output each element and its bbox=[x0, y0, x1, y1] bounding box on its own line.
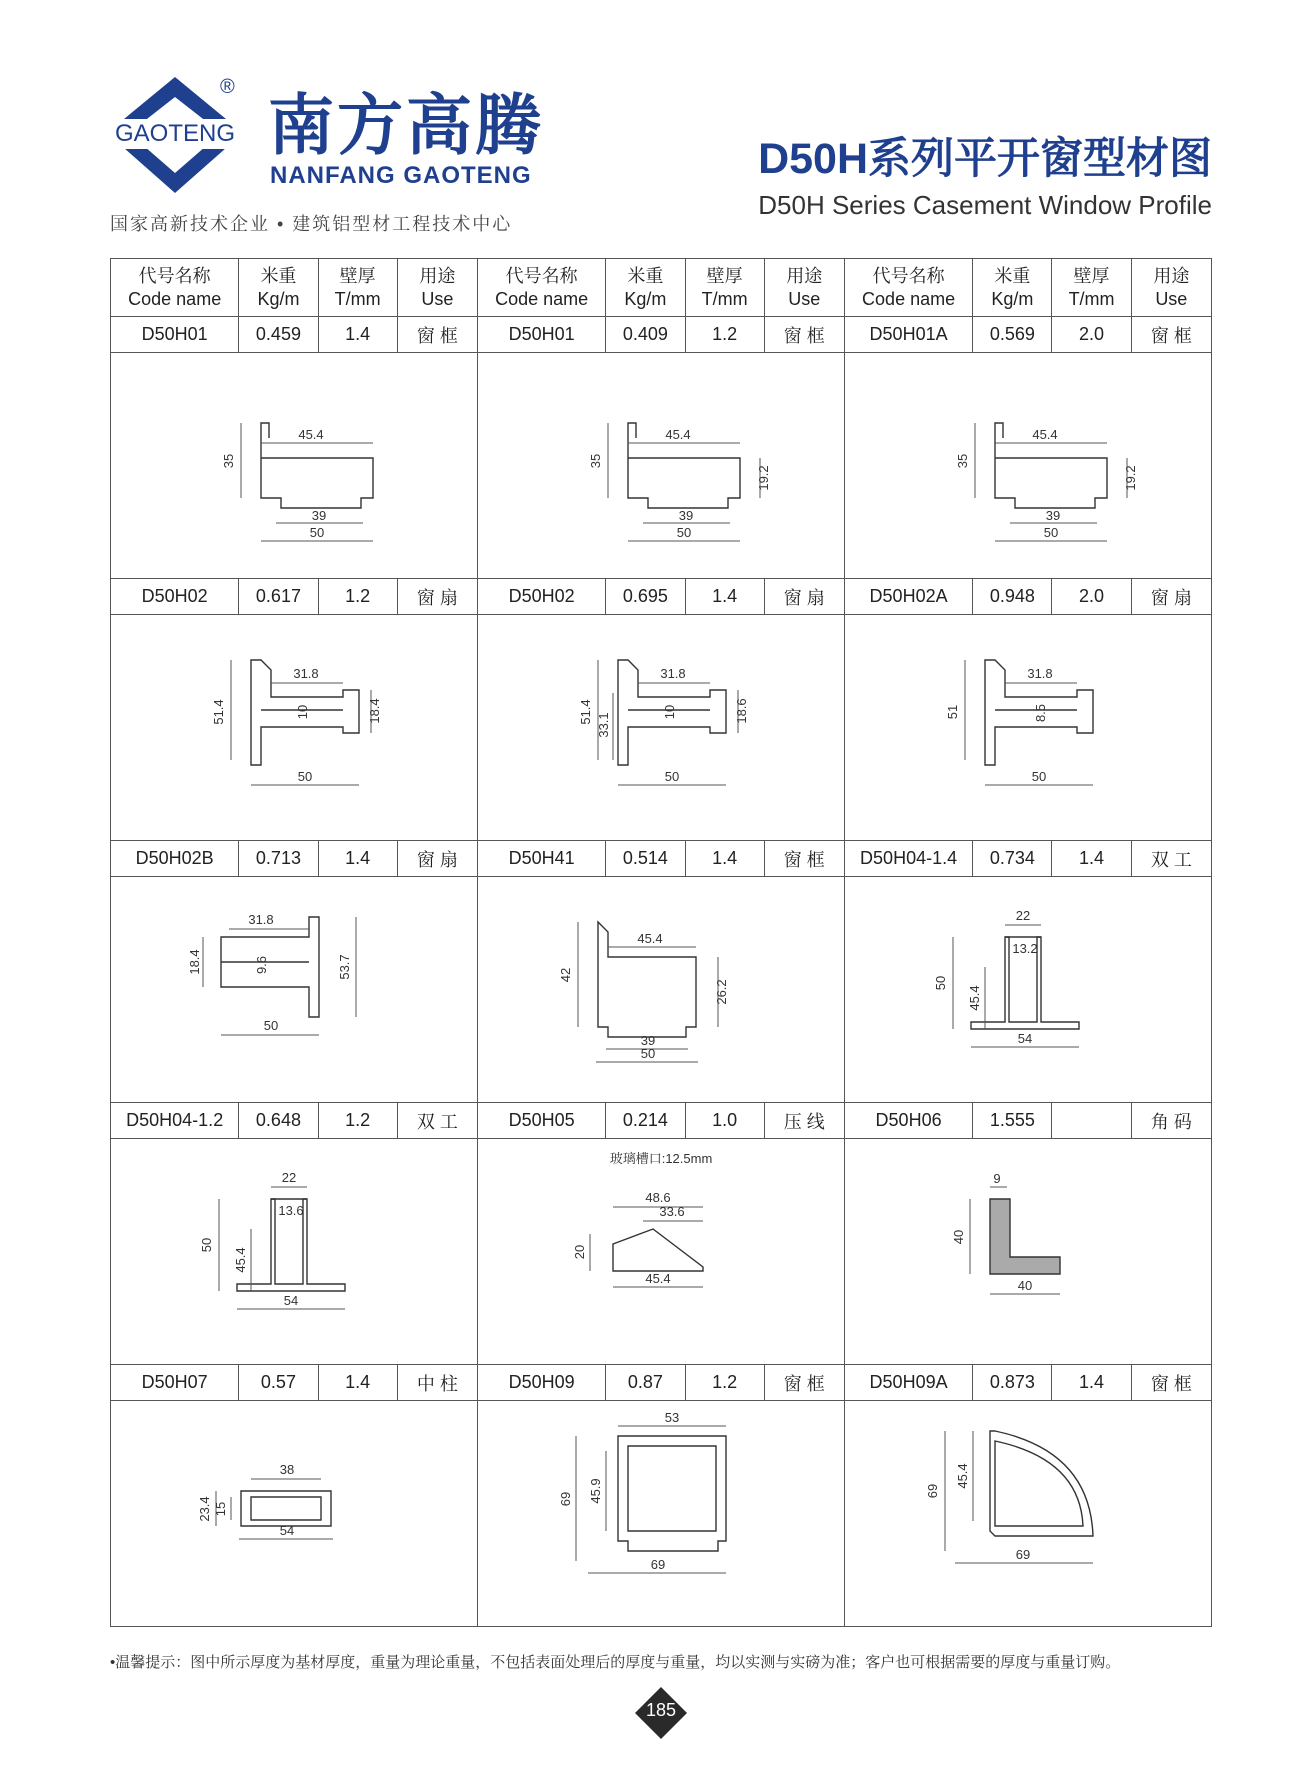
dimension-label: 35 bbox=[221, 453, 236, 469]
header-en: Code name bbox=[128, 288, 222, 309]
header-cell bbox=[318, 259, 397, 317]
dimension-label: 26.2 bbox=[713, 979, 729, 1005]
profile-drawing-cell bbox=[844, 877, 1211, 1103]
profile-cross-section-drawing bbox=[478, 615, 844, 840]
dimension-label: 50 bbox=[640, 1046, 656, 1061]
header-cell bbox=[239, 259, 318, 317]
profile-weight-cell: 0.873 bbox=[973, 1365, 1052, 1401]
profile-code-cell: D50H01 bbox=[111, 317, 239, 353]
dimension-label: 39 bbox=[640, 1033, 656, 1048]
profile-drawing-cell bbox=[111, 877, 478, 1103]
profile-cross-section-drawing bbox=[111, 1139, 477, 1364]
dimension-label: 22 bbox=[281, 1170, 297, 1185]
profile-drawing-cell bbox=[844, 353, 1211, 579]
profile-info-row bbox=[111, 1365, 1212, 1401]
profile-info-row bbox=[111, 1103, 1212, 1139]
dimension-label: 54 bbox=[1017, 1031, 1033, 1046]
profile-code-cell: D50H06 bbox=[844, 1103, 972, 1139]
dimension-label: 9 bbox=[993, 1171, 1001, 1186]
profile-drawing-cell bbox=[111, 1139, 478, 1365]
header-cn: 壁厚 bbox=[706, 265, 743, 286]
header-en: Use bbox=[421, 288, 454, 309]
dimension-label: 50 bbox=[297, 769, 313, 784]
profile-use-cell: 角 码 bbox=[1131, 1103, 1211, 1139]
page-title-cn: D50H系列平开窗型材图 bbox=[758, 135, 1212, 183]
header-en: T/mm bbox=[701, 288, 748, 309]
profile-outline bbox=[628, 438, 740, 508]
profile-drawing-cell bbox=[477, 1401, 844, 1627]
header-cell bbox=[1131, 259, 1211, 317]
dimension-label: 54 bbox=[283, 1293, 299, 1308]
dimension-label: 18.4 bbox=[367, 698, 382, 724]
profile-use-cell: 压 线 bbox=[764, 1103, 844, 1139]
profile-outline bbox=[628, 423, 636, 438]
profile-weight-cell: 0.713 bbox=[239, 841, 318, 877]
dimension-label: 19.2 bbox=[1122, 465, 1138, 491]
dimension-label: 35 bbox=[954, 453, 970, 469]
header-cell bbox=[685, 259, 764, 317]
profile-thickness-cell: 1.2 bbox=[318, 579, 397, 615]
profile-outline bbox=[990, 1199, 1060, 1274]
profile-thickness-cell: 1.2 bbox=[685, 317, 764, 353]
page-number: 185 bbox=[645, 1700, 677, 1720]
header-cell bbox=[111, 259, 239, 317]
logo-en-text: GAOTENG bbox=[114, 120, 236, 147]
dimension-label: 45.4 bbox=[966, 985, 982, 1011]
dimension-label: 13.2 bbox=[1012, 941, 1038, 956]
header-cell bbox=[397, 259, 477, 317]
profile-cross-section-drawing bbox=[845, 353, 1211, 578]
profile-thickness-cell: 1.4 bbox=[685, 579, 764, 615]
profile-code-cell: D50H01A bbox=[844, 317, 972, 353]
profile-code-cell: D50H02 bbox=[111, 579, 239, 615]
profile-drawing-cell bbox=[844, 615, 1211, 841]
profile-cross-section-drawing bbox=[478, 1139, 844, 1364]
profile-code-cell: D50H02A bbox=[844, 579, 972, 615]
profile-use-cell: 双 工 bbox=[397, 1103, 477, 1139]
profile-use-cell: 窗 框 bbox=[764, 1365, 844, 1401]
dimension-label: 33.6 bbox=[659, 1204, 685, 1219]
profile-use-cell: 中 柱 bbox=[397, 1365, 477, 1401]
profile-cross-section-drawing bbox=[478, 1401, 844, 1626]
profile-thickness-cell bbox=[1052, 1103, 1131, 1139]
profile-cross-section-drawing bbox=[111, 353, 477, 578]
profile-weight-cell: 0.87 bbox=[606, 1365, 685, 1401]
dimension-label: 48.6 bbox=[645, 1190, 671, 1205]
profile-outline bbox=[261, 438, 373, 508]
dimension-label: 40 bbox=[1017, 1278, 1033, 1293]
profile-outline bbox=[613, 1229, 703, 1271]
header-cell bbox=[477, 259, 605, 317]
dimension-label: 50 bbox=[932, 975, 948, 991]
profile-thickness-cell: 1.2 bbox=[318, 1103, 397, 1139]
profile-drawing-row bbox=[111, 1401, 1212, 1627]
header-en: Kg/m bbox=[257, 288, 300, 309]
dimension-label: 69 bbox=[650, 1557, 666, 1572]
dimension-label: 53 bbox=[664, 1410, 680, 1425]
page-title-en: D50H Series Casement Window Profile bbox=[758, 190, 1212, 220]
dimension-label: 10 bbox=[295, 704, 310, 720]
profile-drawing-cell bbox=[111, 615, 478, 841]
header-cell bbox=[606, 259, 685, 317]
profile-code-cell: D50H05 bbox=[477, 1103, 605, 1139]
dimension-label: 38 bbox=[279, 1462, 295, 1477]
profile-drawing-cell bbox=[111, 1401, 478, 1627]
profile-code-cell: D50H07 bbox=[111, 1365, 239, 1401]
profile-weight-cell: 0.734 bbox=[973, 841, 1052, 877]
header-en: T/mm bbox=[334, 288, 381, 309]
profile-drawing-row bbox=[111, 615, 1212, 841]
profile-cross-section-drawing bbox=[111, 1401, 477, 1626]
dimension-label: 54 bbox=[279, 1523, 295, 1538]
dimension-label: 50 bbox=[199, 1237, 214, 1253]
brand-tagline: 国家高新技术企业 • 建筑铝型材工程技术中心 bbox=[110, 214, 513, 234]
profile-drawing-cell bbox=[477, 615, 844, 841]
profile-drawing-cell bbox=[844, 1139, 1211, 1365]
brand-name-cn: 南方高腾 bbox=[268, 88, 544, 162]
profile-drawing-cell bbox=[477, 353, 844, 579]
dimension-label: 51.4 bbox=[211, 699, 226, 725]
profile-drawing-cell bbox=[477, 1139, 844, 1365]
profile-use-cell: 窗 框 bbox=[764, 317, 844, 353]
dimension-label: 18.4 bbox=[187, 949, 202, 975]
dimension-label: 50 bbox=[309, 525, 325, 540]
profile-outline bbox=[261, 423, 269, 438]
header-en: Use bbox=[1155, 288, 1188, 309]
profile-weight-cell: 0.514 bbox=[606, 841, 685, 877]
profile-thickness-cell: 1.0 bbox=[685, 1103, 764, 1139]
profile-code-cell: D50H04-1.2 bbox=[111, 1103, 239, 1139]
dimension-label: 31.8 bbox=[248, 912, 274, 927]
profile-use-cell: 窗 扇 bbox=[397, 579, 477, 615]
header-en: T/mm bbox=[1068, 288, 1115, 309]
header-cell bbox=[844, 259, 972, 317]
dimension-label: 69 bbox=[924, 1483, 940, 1499]
header-en: Kg/m bbox=[991, 288, 1034, 309]
header-cn: 壁厚 bbox=[339, 265, 376, 286]
profile-use-cell: 窗 扇 bbox=[764, 579, 844, 615]
profile-weight-cell: 0.617 bbox=[239, 579, 318, 615]
header-en: Code name bbox=[862, 288, 956, 309]
dimension-label: 45.4 bbox=[233, 1247, 248, 1273]
dimension-label: 39 bbox=[311, 508, 327, 523]
header-cn: 用途 bbox=[419, 265, 456, 286]
profile-info-row bbox=[111, 579, 1212, 615]
dimension-label: 45.4 bbox=[298, 427, 324, 442]
dimension-label: 50 bbox=[676, 525, 692, 540]
dimension-label: 20 bbox=[571, 1244, 587, 1260]
profile-cross-section-drawing bbox=[845, 877, 1211, 1102]
profile-code-cell: D50H09A bbox=[844, 1365, 972, 1401]
profile-thickness-cell: 1.4 bbox=[685, 841, 764, 877]
profile-cross-section-drawing bbox=[111, 615, 477, 840]
profile-thickness-cell: 1.4 bbox=[318, 1365, 397, 1401]
profile-drawing-cell bbox=[111, 353, 478, 579]
profile-thickness-cell: 2.0 bbox=[1052, 317, 1131, 353]
dimension-label: 33.1 bbox=[595, 712, 611, 738]
profile-drawing-row bbox=[111, 1139, 1212, 1365]
header-cn: 米重 bbox=[260, 265, 297, 286]
profile-info-row bbox=[111, 317, 1212, 353]
header-cn: 壁厚 bbox=[1073, 265, 1110, 286]
header-cell bbox=[764, 259, 844, 317]
profile-use-cell: 窗 框 bbox=[1131, 317, 1211, 353]
profile-use-cell: 窗 框 bbox=[397, 317, 477, 353]
dimension-label: 10 bbox=[661, 704, 677, 720]
profile-weight-cell: 0.648 bbox=[239, 1103, 318, 1139]
profile-code-cell: D50H09 bbox=[477, 1365, 605, 1401]
profile-weight-cell: 0.459 bbox=[239, 317, 318, 353]
dimension-label: 45.9 bbox=[587, 1478, 603, 1504]
header-cell bbox=[973, 259, 1052, 317]
profile-thickness-cell: 2.0 bbox=[1052, 579, 1131, 615]
header-cn: 代号名称 bbox=[505, 265, 578, 286]
profile-drawing-row bbox=[111, 353, 1212, 579]
dimension-label: 69 bbox=[1015, 1547, 1031, 1562]
profile-code-cell: D50H41 bbox=[477, 841, 605, 877]
profile-weight-cell: 1.555 bbox=[973, 1103, 1052, 1139]
dimension-label: 50 bbox=[1043, 525, 1059, 540]
profile-use-cell: 窗 框 bbox=[764, 841, 844, 877]
profile-weight-cell: 0.695 bbox=[606, 579, 685, 615]
header-cn: 代号名称 bbox=[138, 265, 211, 286]
profile-table bbox=[110, 258, 1212, 1627]
header-en: Kg/m bbox=[624, 288, 667, 309]
dimension-label: 45.4 bbox=[637, 931, 663, 946]
profile-use-cell: 窗 扇 bbox=[1131, 579, 1211, 615]
profile-cross-section-drawing bbox=[845, 615, 1211, 840]
dimension-label: 18.6 bbox=[733, 698, 749, 724]
profile-outline bbox=[990, 1431, 1093, 1536]
profile-use-cell: 双 工 bbox=[1131, 841, 1211, 877]
dimension-label: 45.4 bbox=[665, 427, 691, 442]
dimension-label: 31.8 bbox=[1027, 666, 1053, 681]
profile-code-cell: D50H02B bbox=[111, 841, 239, 877]
profile-weight-cell: 0.948 bbox=[973, 579, 1052, 615]
profile-code-cell: D50H04-1.4 bbox=[844, 841, 972, 877]
dimension-label: 31.8 bbox=[293, 666, 319, 681]
dimension-label: 15 bbox=[213, 1501, 228, 1517]
header-cn: 米重 bbox=[627, 265, 664, 286]
table-header-row bbox=[111, 259, 1212, 317]
registered-mark: ® bbox=[220, 76, 235, 98]
dimension-label: 31.8 bbox=[660, 666, 686, 681]
header-cn: 用途 bbox=[1153, 265, 1190, 286]
dimension-label: 39 bbox=[1045, 508, 1061, 523]
profile-cross-section-drawing bbox=[478, 877, 844, 1102]
header-cn: 米重 bbox=[994, 265, 1031, 286]
dimension-label: 45.4 bbox=[645, 1271, 671, 1286]
dimension-label: 9.6 bbox=[254, 955, 269, 975]
dimension-label: 23.4 bbox=[197, 1496, 212, 1522]
profile-info-row bbox=[111, 841, 1212, 877]
profile-code-cell: D50H02 bbox=[477, 579, 605, 615]
profile-outline bbox=[618, 1436, 726, 1551]
dimension-label: 69 bbox=[557, 1491, 573, 1507]
dimension-label: 50 bbox=[664, 769, 680, 784]
profile-weight-cell: 0.214 bbox=[606, 1103, 685, 1139]
header-cn: 用途 bbox=[786, 265, 823, 286]
dimension-label: 13.6 bbox=[278, 1203, 304, 1218]
profile-drawing-row bbox=[111, 877, 1212, 1103]
dimension-label: 51.4 bbox=[577, 699, 593, 725]
dimension-label: 45.4 bbox=[1032, 427, 1058, 442]
dimension-label: 50 bbox=[1031, 769, 1047, 784]
profile-weight-cell: 0.569 bbox=[973, 317, 1052, 353]
dimension-label: 53.7 bbox=[337, 954, 352, 980]
dimension-label: 22 bbox=[1015, 908, 1031, 923]
dimension-label: 42 bbox=[557, 967, 573, 983]
dimension-label: 39 bbox=[678, 508, 694, 523]
profile-thickness-cell: 1.4 bbox=[1052, 1365, 1131, 1401]
dimension-label: 8.5 bbox=[1032, 703, 1048, 723]
header-en: Code name bbox=[495, 288, 589, 309]
profile-outline bbox=[241, 1491, 331, 1526]
dimension-label: 玻璃槽口:12.5mm bbox=[609, 1151, 713, 1166]
profile-use-cell: 窗 框 bbox=[1131, 1365, 1211, 1401]
brand-name-en: NANFANG GAOTENG bbox=[270, 162, 532, 189]
profile-code-cell: D50H01 bbox=[477, 317, 605, 353]
profile-cross-section-drawing bbox=[845, 1401, 1211, 1626]
profile-cross-section-drawing bbox=[845, 1139, 1211, 1364]
header-en: Use bbox=[788, 288, 821, 309]
dimension-label: 19.2 bbox=[755, 465, 771, 491]
profile-thickness-cell: 1.4 bbox=[318, 841, 397, 877]
profile-outline bbox=[995, 438, 1107, 508]
profile-drawing-cell bbox=[844, 1401, 1211, 1627]
dimension-label: 50 bbox=[263, 1018, 279, 1033]
profile-cross-section-drawing bbox=[478, 353, 844, 578]
dimension-label: 51 bbox=[944, 704, 960, 720]
profile-outline bbox=[221, 917, 319, 1017]
profile-weight-cell: 0.57 bbox=[239, 1365, 318, 1401]
header-cn: 代号名称 bbox=[872, 265, 945, 286]
profile-drawing-cell bbox=[477, 877, 844, 1103]
profile-weight-cell: 0.409 bbox=[606, 317, 685, 353]
profile-use-cell: 窗 扇 bbox=[397, 841, 477, 877]
profile-thickness-cell: 1.2 bbox=[685, 1365, 764, 1401]
profile-thickness-cell: 1.4 bbox=[318, 317, 397, 353]
header-cell bbox=[1052, 259, 1131, 317]
footnote: •温馨提示：图中所示厚度为基材厚度，重量为理论重量，不包括表面处理后的厚度与重量，均以实测与实磅为准；客户也可根据需要的厚度与重量订购。 bbox=[110, 1654, 1121, 1671]
dimension-label: 35 bbox=[587, 453, 603, 469]
profile-outline bbox=[995, 423, 1003, 438]
profile-thickness-cell: 1.4 bbox=[1052, 841, 1131, 877]
dimension-label: 40 bbox=[950, 1229, 966, 1245]
profile-cross-section-drawing bbox=[111, 877, 477, 1102]
dimension-label: 45.4 bbox=[954, 1463, 970, 1489]
